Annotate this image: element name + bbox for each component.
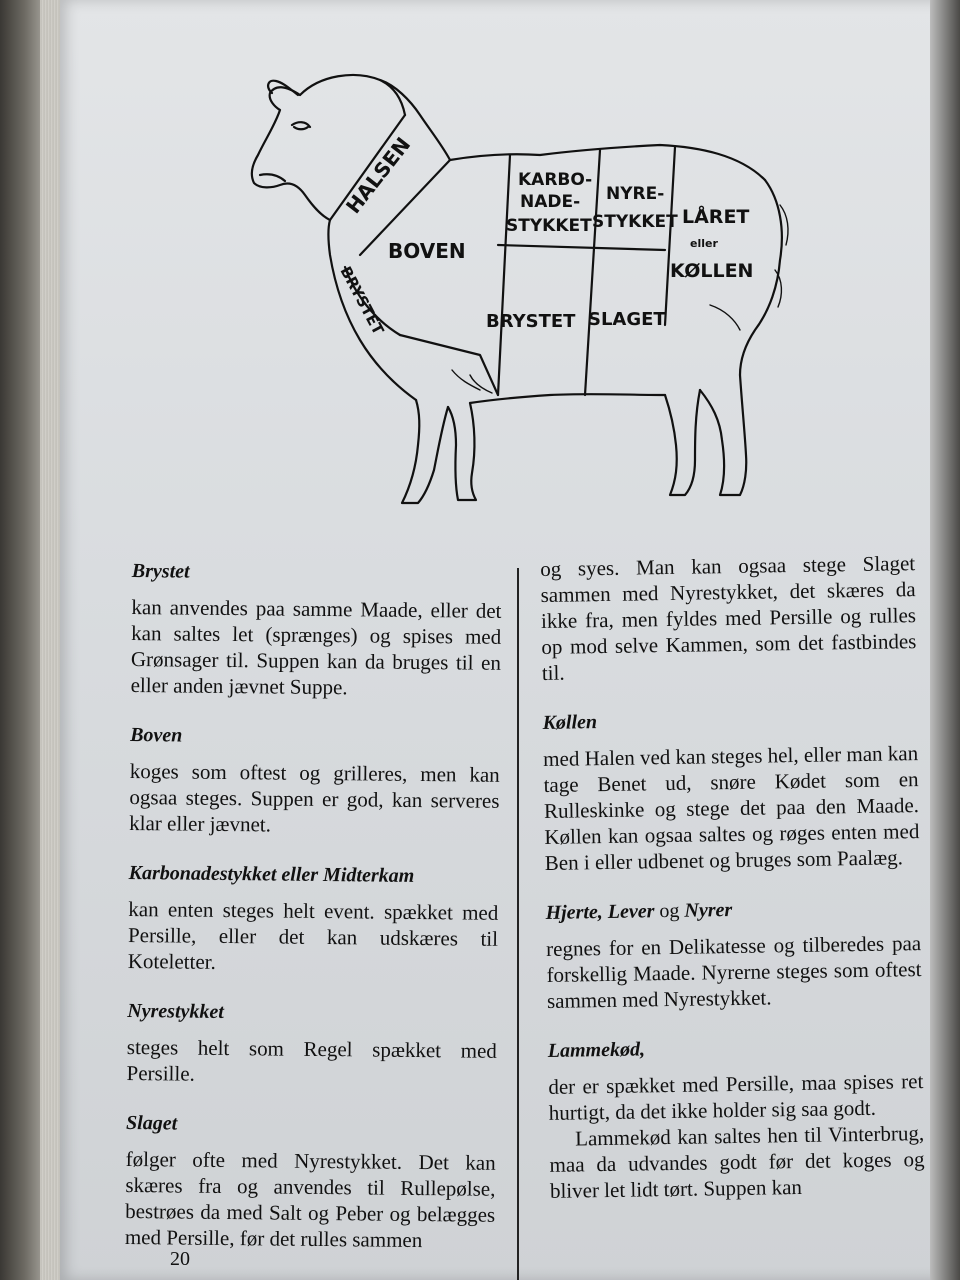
section-heading: Slaget <box>125 1111 178 1135</box>
cut-label-eller: eller <box>690 237 718 250</box>
sheep-illustration <box>180 55 800 515</box>
cut-label-brystet-small: BRYSTET <box>336 263 388 338</box>
section-heading: Køllen <box>542 711 598 734</box>
section-heading: Karbonadestykket eller Midterkam <box>128 861 415 887</box>
heading-conjunction: og <box>659 899 680 923</box>
section-heading <box>545 894 920 926</box>
section-text: der er spækket med Persille, maa spises ret hurtigt, da det ikke holder sig saa godt. <box>548 1069 924 1125</box>
section-text: kan enten steges helt event. spækket med Persille, eller det kan udskæres til Koteletter. <box>127 896 499 974</box>
section-text: følger ofte med Nyrestykket. Det kan skæres fra og anvendes til Rullepølse, bestrøes da med Salt og Peber og belægges med Persille, før det rulles sammen <box>124 1146 496 1253</box>
continued-text: og syes. Man kan ogsaa stege Slaget sammen med Nyrestykket, det skæres da ikke fra, men fyldes med Persille og rulles op mod selve Kammen, som det fastbindes til. <box>540 551 917 685</box>
section-heading: Nyrestykket <box>127 999 225 1023</box>
heading-part-a: Hjerte, Lever <box>545 900 655 924</box>
section-karbonadestykket <box>128 860 499 978</box>
cut-label-stykket-right: STYKKET <box>592 212 678 232</box>
left-column <box>125 558 502 1278</box>
cut-label-stykket-left: STYKKET <box>506 216 592 236</box>
section-slaget <box>125 1110 496 1254</box>
heading-part-b: Nyrer <box>684 899 733 922</box>
section-heading: Lammekød, <box>547 1038 646 1062</box>
section-heading: Brystet <box>131 559 190 583</box>
cut-label-brystet: BRYSTET <box>486 311 576 332</box>
page-right-shadow <box>930 0 960 1280</box>
cut-label-karbo: KARBO- <box>518 170 593 190</box>
section-hjerte-lever-nyrer <box>545 894 922 1014</box>
section-text: med Halen ved kan steges hel, eller man kan tage Benet ud, snøre Kødet som en Rulleskinke og stege det paa den Maade. Køllen kan ogsaa saltes og røges enten med Ben i eller udbenet og bruges som Paalæg. <box>543 741 920 875</box>
sheep-cuts-diagram <box>180 55 800 515</box>
section-text: steges helt som Regel spækket med Persille. <box>126 1034 497 1086</box>
section-text: regnes for en Delikatesse og tilberedes paa forskellig Maade. Nyrerne steges som oftest sammen med Nyrestykket. <box>545 931 922 1013</box>
section-brystet <box>131 558 502 702</box>
column-divider <box>517 568 519 1280</box>
cut-label-boven: BOVEN <box>388 239 466 263</box>
section-slaget-continued <box>540 550 917 686</box>
section-boven <box>129 722 500 840</box>
cut-label-kollen: KØLLEN <box>670 260 754 282</box>
page-number: 20 <box>170 1248 190 1270</box>
section-nyrestykket <box>126 998 497 1090</box>
section-kollen <box>542 704 920 876</box>
cut-label-laaret: LÅRET <box>682 206 750 228</box>
cut-label-halsen: HALSEN <box>341 132 416 219</box>
section-lammekod <box>548 1032 926 1204</box>
cut-label-nyre: NYRE- <box>606 184 665 204</box>
right-column <box>540 550 926 1228</box>
cut-label-nade: NADE- <box>520 192 581 212</box>
cut-label-slaget: SLAGET <box>588 309 666 330</box>
section-text: koges som oftest og grilleres, men kan ogsaa steges. Suppen er god, kan serveres klar eller jævnet. <box>129 758 500 837</box>
section-text: kan anvendes paa samme Maade, eller det kan saltes let (sprænges) og spises med Grønsager til. Suppen kan da bruges til en eller anden jævnet Suppe. <box>130 594 502 700</box>
section-heading: Boven <box>130 723 183 747</box>
section-text-continued: Lammekød kan saltes hen til Vinterbrug, maa da udvandes godt før det koges og bliver let lidt tørt. Suppen kan <box>549 1121 925 1203</box>
